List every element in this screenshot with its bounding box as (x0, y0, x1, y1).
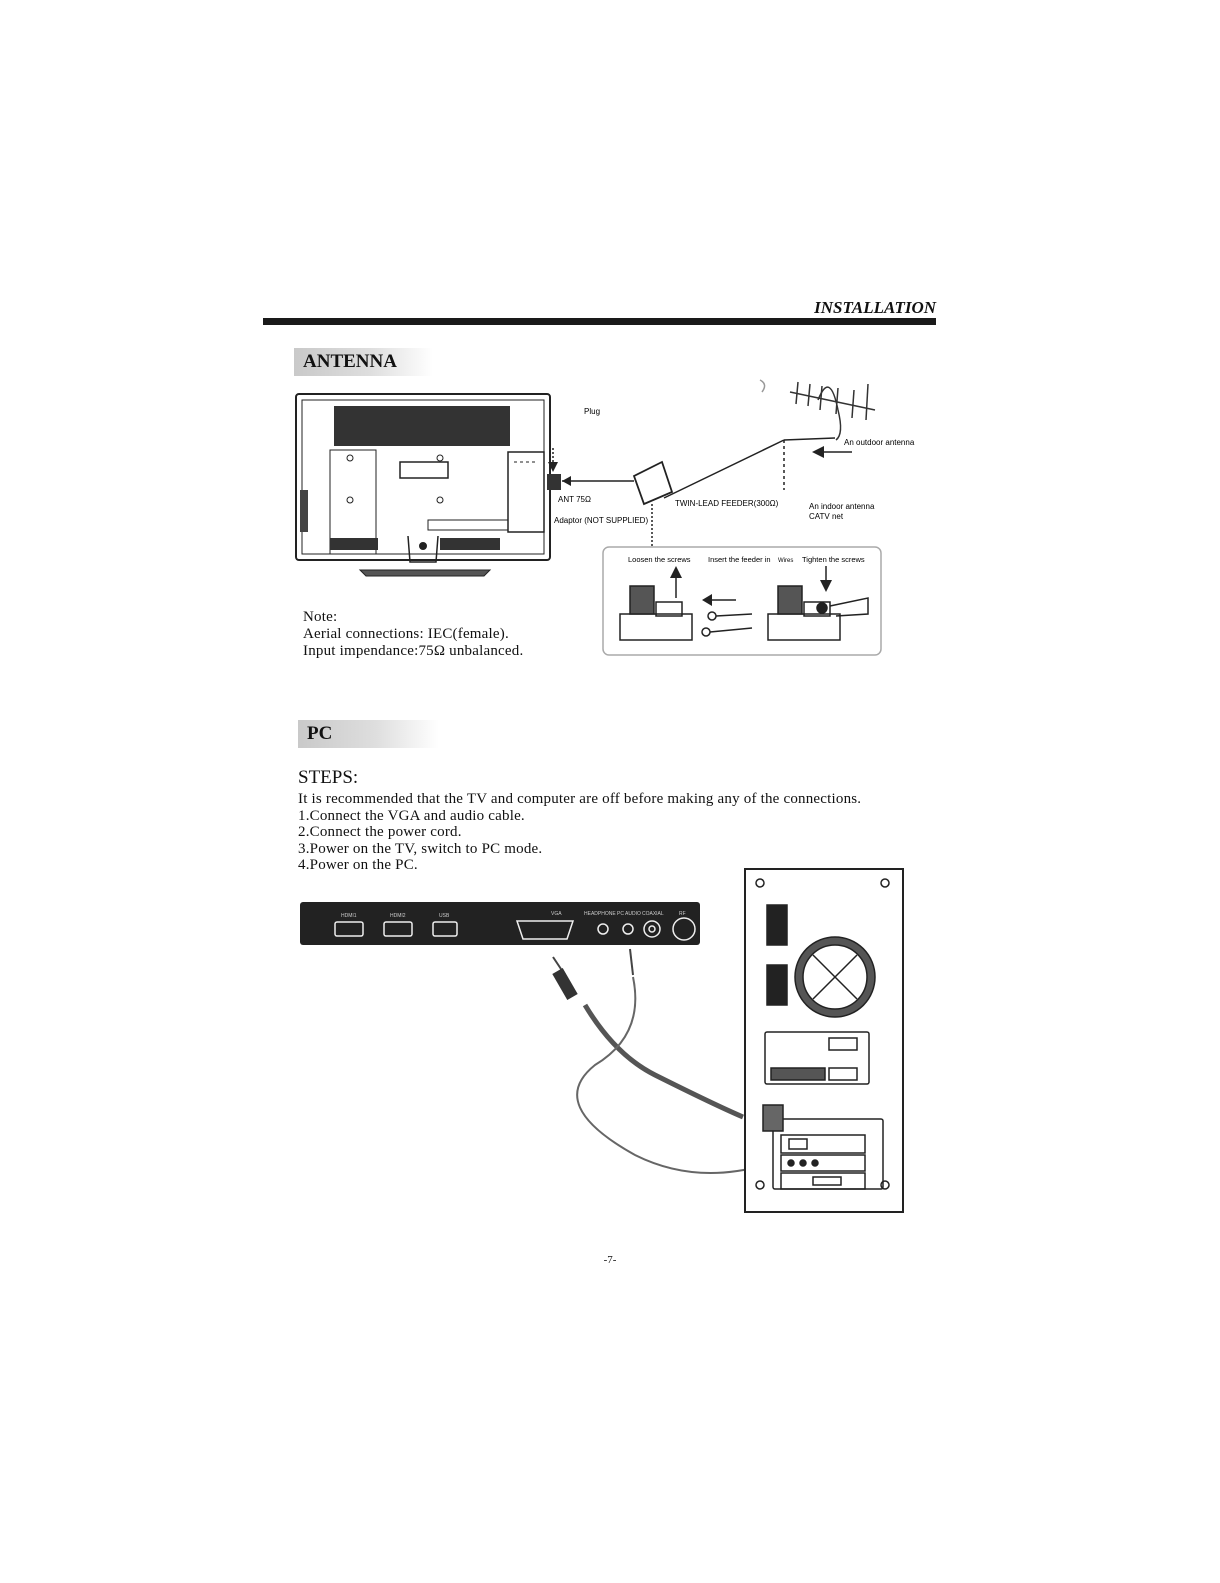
port-label-usb: USB (439, 913, 450, 919)
step-item: 4.Power on the PC. (298, 857, 418, 873)
pc-connection-diagram (295, 865, 910, 1215)
wires-label: Wires (778, 558, 794, 564)
pc-section-title: PC (298, 720, 439, 748)
audio-cable (577, 949, 771, 1173)
insert-feeder-label: Insert the feeder in (708, 555, 771, 564)
note-heading: Note: (303, 609, 338, 625)
note-line: Aerial connections: IEC(female). (303, 626, 509, 642)
page-header-title: INSTALLATION (814, 298, 936, 317)
tighten-screws-label: Tighten the screws (802, 555, 865, 564)
tv-rear-illustration (296, 394, 550, 576)
ant-label: ANT 75Ω (558, 495, 591, 504)
page-number: -7- (603, 1254, 617, 1266)
vga-cable (552, 957, 743, 1117)
outdoor-antenna-icon (760, 380, 875, 440)
steps-list (298, 791, 861, 874)
adaptor-label: Adaptor (NOT SUPPLIED) (554, 516, 649, 525)
step-item: 1.Connect the VGA and audio cable. (298, 807, 525, 824)
antenna-section-title: ANTENNA (294, 348, 433, 376)
port-label-hdmi1: HDMI1 (341, 913, 357, 919)
antenna-note (303, 609, 523, 660)
header-rule (263, 318, 936, 325)
pc-tower-rear (745, 869, 903, 1212)
port-label-headphone: HEADPHONE (584, 911, 616, 917)
port-label-pc-audio: PC AUDIO (617, 911, 641, 917)
steps-intro: It is recommended that the TV and computer are off before making any of the connections. (298, 791, 862, 807)
twin-lead-label: TWIN-LEAD FEEDER(300Ω) (675, 499, 779, 508)
indoor-antenna-label: An indoor antenna (809, 502, 875, 511)
step-item: 2.Connect the power cord. (298, 824, 462, 840)
note-line: Input impendance:75Ω unbalanced. (303, 643, 524, 659)
step-item: 3.Power on the TV, switch to PC mode. (298, 840, 543, 857)
loosen-screws-label: Loosen the screws (628, 555, 691, 564)
port-label-vga: VGA (551, 911, 562, 917)
steps-heading: STEPS: (298, 767, 359, 788)
port-label-rf: RF (679, 911, 686, 917)
tv-port-panel (300, 902, 700, 945)
catv-net-label: CATV net (809, 512, 844, 521)
feeder-inset-panel (603, 547, 881, 655)
outdoor-antenna-label: An outdoor antenna (844, 438, 915, 447)
port-label-coaxial: COAXIAL (642, 911, 664, 917)
plug-label: Plug (584, 407, 601, 416)
port-label-hdmi2: HDMI2 (390, 913, 406, 919)
